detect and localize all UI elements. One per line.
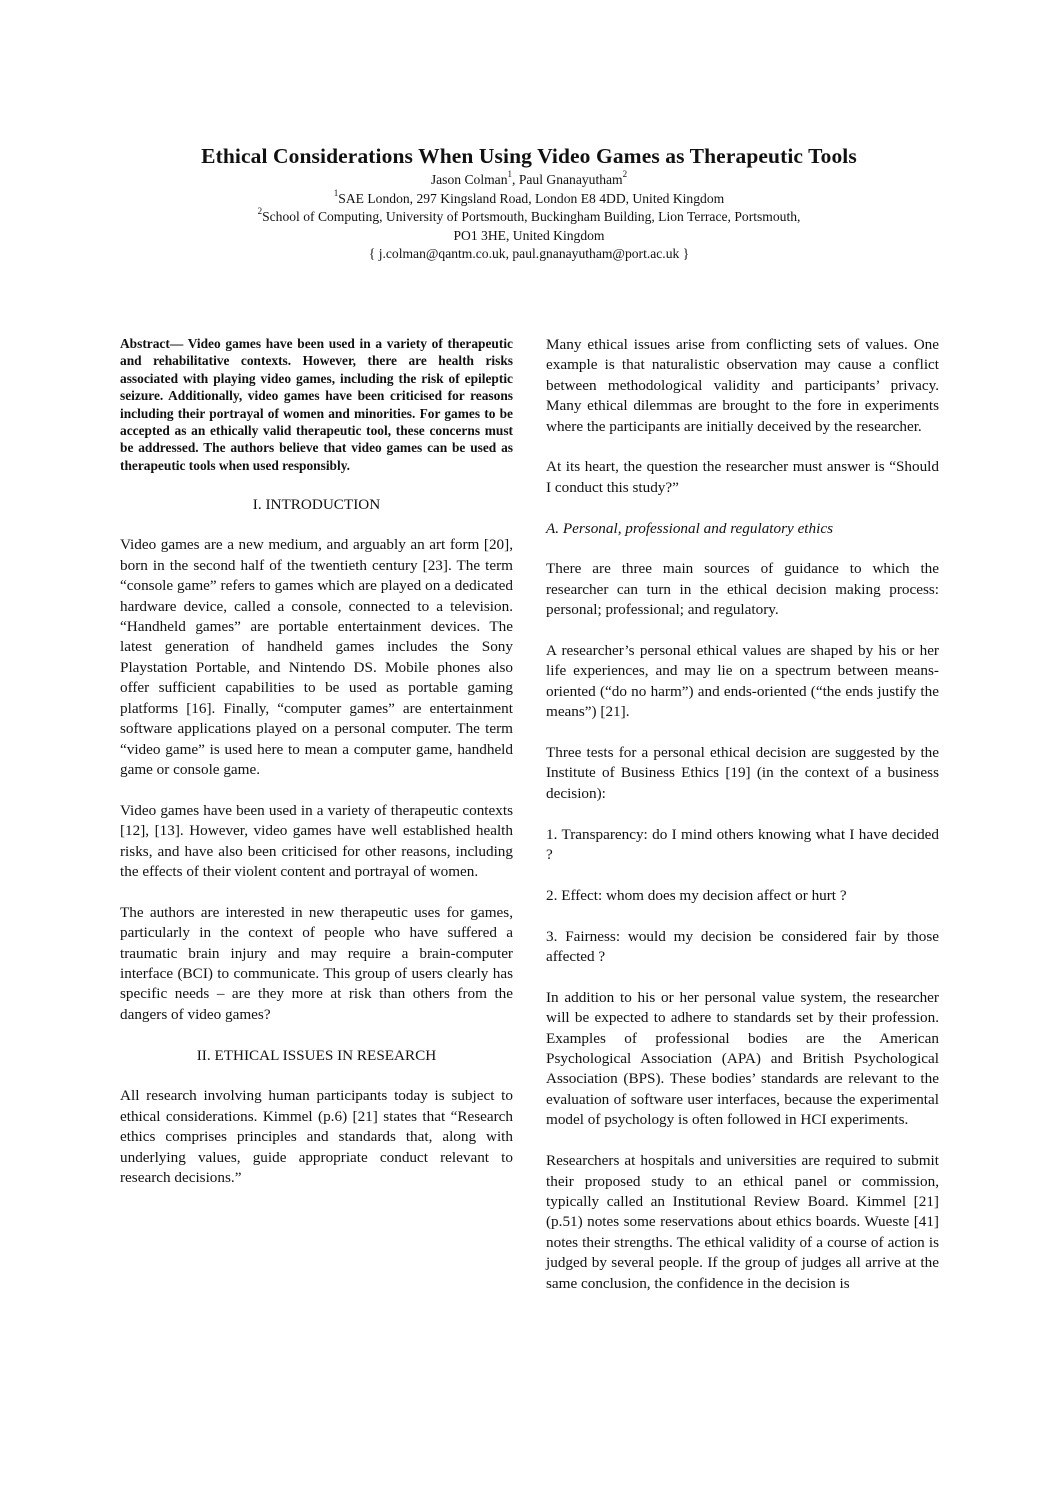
- affiliation-2-line1: School of Computing, University of Portsmouth, Buckingham Building, Lion Terrace, Portsmouth,: [262, 209, 801, 224]
- author-2-sup: 2: [622, 169, 628, 180]
- list-item-fairness: 3. Fairness: would my decision be considered fair by those affected ?: [546, 927, 939, 966]
- right-column: [546, 335, 939, 1314]
- affiliation-2-line2: PO1 3HE, United Kingdom: [453, 227, 605, 243]
- author-emails: { j.colman@qantm.co.uk, paul.gnanayutham@port.ac.uk }: [368, 246, 690, 261]
- affiliation-1-text: SAE London, 297 Kingsland Road, London E8 4DD, United Kingdom: [338, 190, 725, 206]
- author-2: Paul Gnanayutham: [518, 172, 623, 187]
- author-1-sup: 1: [507, 169, 513, 180]
- subsection-heading-personal-ethics: A. Personal, professional and regulatory ethics: [546, 519, 833, 537]
- abstract: Abstract— Video games have been used in a variety of therapeutic and rehabilitative contexts. However, there are health risks associated with playing video games, including the risk of epileptic seizure. Additionally, video games have been criticised for reasons including their portrayal of women and minorities. For games to be accepted as an ethically valid therapeutic tool, these concerns must be addressed. The authors believe that video games can be used as therapeutic tools when used responsibly.: [120, 336, 513, 473]
- affiliation-1-sup: 1: [333, 187, 339, 198]
- guidance-paragraph: There are three main sources of guidance to which the researcher can turn in the ethical decision making process: personal; professional; and regulatory.: [546, 560, 939, 619]
- tests-list: [546, 825, 939, 968]
- paper-title: Ethical Considerations When Using Video Games as Therapeutic Tools: [201, 144, 857, 168]
- author-line: [0, 171, 1058, 190]
- ethics-paragraph-3: At its heart, the question the researcher must answer is “Should I conduct this study?”: [546, 458, 939, 496]
- paper-header: [0, 143, 1058, 264]
- section-heading-ethical-issues: II. ETHICAL ISSUES IN RESEARCH: [196, 1046, 437, 1064]
- personal-values-paragraph: A researcher’s personal ethical values are shaped by his or her life experiences, and may lie on a spectrum between means-oriented (“do no harm”) and ends-oriented (“the ends justify the means”) [21].: [546, 642, 939, 721]
- list-item-effect: 2. Effect: whom does my decision affect or hurt ?: [546, 886, 847, 904]
- affiliation-1: [0, 187, 1058, 209]
- intro-paragraph-2: Video games have been used in a variety of therapeutic contexts [12], [13]. However, video games have well established health risks, and have also been criticised for other reasons, including the effects of their violent content and portrayal of women.: [120, 801, 513, 880]
- author-1: Jason Colman: [430, 172, 508, 187]
- left-column: [120, 335, 513, 1209]
- three-tests-paragraph: Three tests for a personal ethical decision are suggested by the Institute of Business Ethics [19] (in the context of a business decision):: [546, 744, 939, 802]
- list-item-transparency: 1. Transparency: do I mind others knowing what I have decided ?: [546, 825, 939, 864]
- intro-paragraph-3: The authors are interested in new therapeutic uses for games, particularly in the context of people who have suffered a traumatic brain injury and may require a brain-computer interface (BCI) to communicate. This group of users clearly has specific needs – are they more at risk than others from the dangers of video games?: [120, 903, 513, 1023]
- affiliation-2: [0, 208, 1058, 227]
- ethics-boards-paragraph: Researchers at hospitals and universities are required to submit their proposed study to an ethical panel or commission, typically called an Institutional Review Board. Kimmel [21] (p.51) notes some reservations about ethics boards. Wueste [41] notes their strengths. The ethical validity of a course of action is judged by several people. If the group of judges all arrive at the same conclusion, the confidence in the decision is: [546, 1152, 939, 1292]
- section-heading-introduction: I. INTRODUCTION: [252, 495, 381, 513]
- affiliation-2-sup: 2: [257, 206, 263, 217]
- intro-paragraph-1: Video games are a new medium, and arguably an art form [20], born in the second half of the twentieth century [23]. The term “console game” refers to games which are played on a dedicated hardware device, called a console, connected to a television. “Handheld games” are portable entertainment devices. The latest generation of handheld games includes the Sony Playstation Portable, and Nintendo DS. Mobile phones also offer sufficient capabilities to be used as portable gaming platforms [16]. Finally, “computer games” are entertainment software applications played on a personal computer. The term “video game” is used here to mean a computer game, handheld game or console game.: [120, 536, 513, 778]
- professional-standards-paragraph: In addition to his or her personal value system, the researcher will be expected to adhere to standards set by their profession. Examples of professional bodies are the American Psychological Association (APA) and British Psychological Association (BPS). These bodies’ standards are relevant to the evaluation of software user interfaces, because the experimental model of psychology is often followed in HCI experiments.: [546, 988, 939, 1129]
- ethics-paragraph-1: All research involving human participants today is subject to ethical considerations. Kimmel (p.6) [21] states that “Research ethics comprises principles and standards that, along with underlying values, guide appropriate conduct relevant to research decisions.”: [120, 1087, 513, 1186]
- author-separator: ,: [512, 172, 519, 187]
- ethics-paragraph-2: Many ethical issues arise from conflicting sets of values. One example is that naturalistic observation may cause a conflict between methodological validity and participants’ privacy. Many ethical dilemmas are brought to the fore in experiments where the participants are initially deceived by the researcher.: [546, 336, 939, 435]
